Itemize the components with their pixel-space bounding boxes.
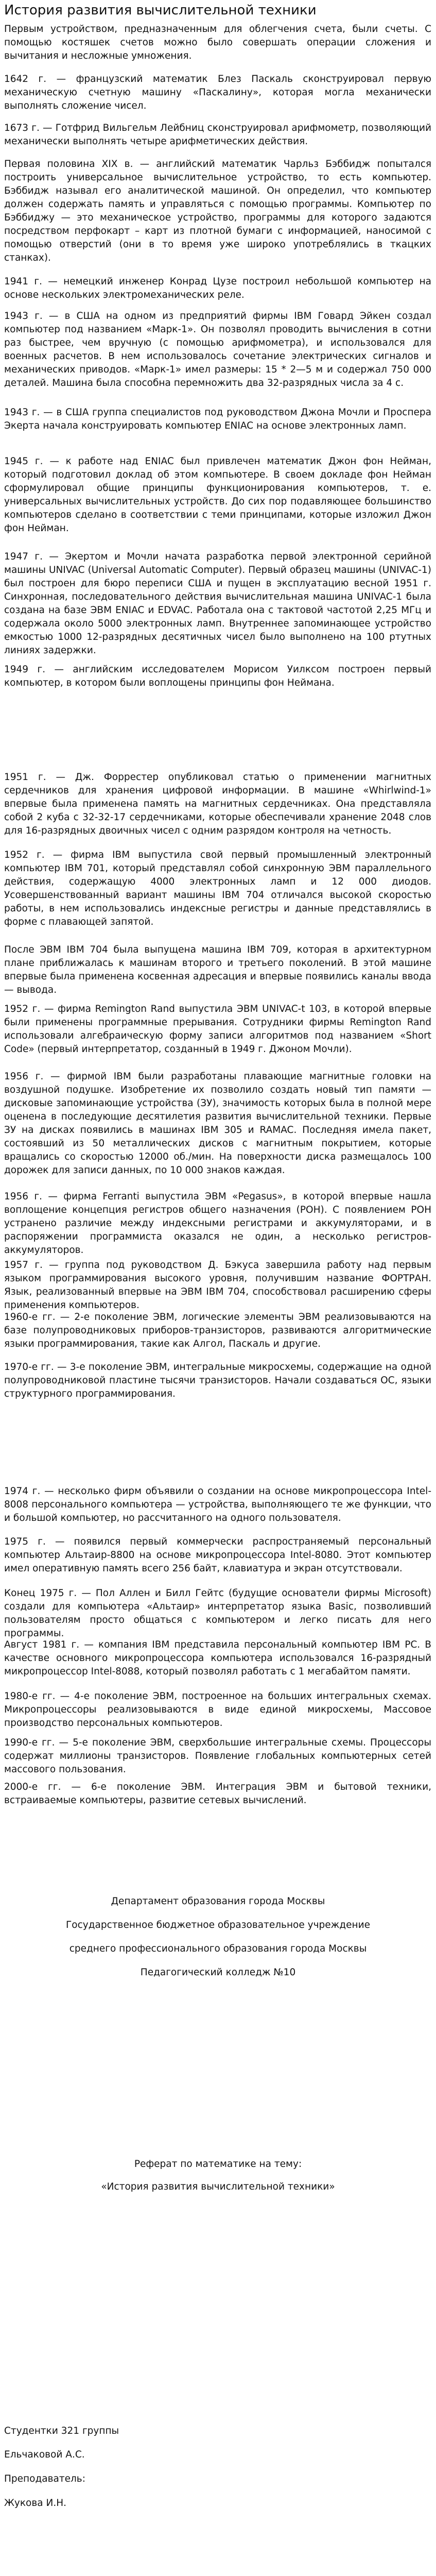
- paragraph-1960s: 1960-е гг. — 2-е поколение ЭВМ, логические элементы ЭВМ реализовываются на базе полупроводниковых приборов-транзисторов, развиваются алгоритмические языки программирования, такие как Алгол, Паскаль и другие.: [4, 1312, 431, 1349]
- paragraph-1943-mark1: 1943 г. — в США на одном из предприятий фирмы IBM Говард Эйкен создал компьютер под названием «Марк-1». Он позволял проводить вычисления в сотни раз быстрее, чем вручную (с помощью арифмометра), и использовался для военных расчетов. В нем использовалось сочетание электрических сигналов и механических приводов. «Марк-1» имел размеры: 15 * 2—5 м и содержал 750 000 деталей. Машина была способна перемножить два 32-разрядных числа за 4 с.: [4, 311, 431, 388]
- teacher-label: Преподаватель:: [4, 2473, 85, 2484]
- report-subject-line: Реферат по математике на тему:: [134, 2159, 302, 2170]
- paragraph-1941: 1941 г. — немецкий инженер Конрад Цузе построил небольшой компьютер на основе нескольких электромеханических реле.: [4, 276, 431, 300]
- paragraph-1949: 1949 г. — английским исследователем Морисом Уилксом построен первый компьютер, в котором были воплощены принципы фон Неймана.: [4, 664, 431, 688]
- paragraph-1957: 1957 г. — группа под руководством Д. Бэкуса завершила работу над первым языком программирования высокого уровня, получившим название ФОРТРАН. Язык, реализованный впервые на ЭВМ IBM 704, способствовал расширению сферы применения компьютеров.: [4, 1260, 431, 1311]
- author-name: Ельчаковой А.С.: [4, 2449, 85, 2460]
- title-page-org-line: Педагогический колледж №10: [140, 1967, 296, 1978]
- paragraph-1956-ferranti: 1956 г. — фирма Ferranti выпустила ЭВМ «Pegasus», в которой впервые нашла воплощение концепция регистров общего назначения (РОН). С появлением РОН устранено различие между индексными регистрами и аккумуляторами, и в распоряжении программиста оказался не один, а несколько регистров-аккумуляторов.: [4, 1191, 431, 1256]
- paragraph-abacus: Первым устройством, предназначенным для облегчения счета, были счеты. С помощью костяшек счетов можно было совершать операции сложения и вычитания и несложные умножения.: [4, 24, 431, 61]
- paragraph-1952-univac: 1952 г. — фирма Remington Rand выпустила ЭВМ UNIVAC-t 103, в которой впервые были применены программные прерывания. Сотрудники фирмы Remington Rand использовали алгебраическую форму записи алгоритмов под названием «Short Code» (первый интерпретатор, созданный в 1949 г. Джоном Мочли).: [4, 1004, 431, 1055]
- paragraph-2000s: 2000-е гг. — 6-е поколение ЭВМ. Интеграция ЭВМ и бытовой техники, встраиваемые компьютеры, развитие сетевых вычислений.: [4, 1782, 431, 1806]
- author-line: Студентки 321 группы: [4, 2426, 119, 2436]
- document-title: История развития вычислительной техники: [4, 3, 317, 18]
- paragraph-1951: 1951 г. — Дж. Форрестер опубликовал статью о применении магнитных сердечников для хранения цифровой информации. В машине «Whirlwind-1» впервые была применена память на магнитных сердечниках. Она представляла собой 2 куба с 32-32-17 сердечниками, которые обеспечивали хранение 2048 слов для 16-разрядных двоичных чисел с одним разрядом контроля на четность.: [4, 772, 431, 836]
- paragraph-babbage: Первая половина XIX в. — английский математик Чарльз Бэббидж попытался построить универсальное вычислительное устройство, то есть компьютер. Бэббидж называл его аналитической машиной. Он определил, что компьютер должен содержать память и управляться с помощью программы. Компьютер по Бэббиджу — это механическое устройство, программы для которого задаются посредством перфокарт – карт из плотной бумаги с информацией, наносимой с помощью отверстий (они в то время уже широко употреблялись в ткацких станках).: [4, 159, 431, 263]
- title-page-org-line: среднего профессионального образования города Москвы: [69, 1943, 367, 1954]
- paragraph-1947: 1947 г. — Экертом и Мочли начата разработка первой электронной серийной машины UNIVAC (Universal Automatic Computer). Первый образец машины (UNIVAC-1) был построен для бюро переписи США и пущен в эксплуатацию весной 1951 г. Синхронная, последовательного действия вычислительная машина UNIVAC-1 была создана на базе ЭВМ ENIAC и EDVAC. Работала она с тактовой частотой 2,25 МГц и содержала около 5000 электронных ламп. Внутреннее запоминающее устройство емкостью 1000 12-разрядных десятичных чисел было выполнено на 100 ртутных линиях задержки.: [4, 551, 431, 656]
- paragraph-1970s: 1970-е гг. — 3-е поколение ЭВМ, интегральные микросхемы, содержащие на одной полупроводниковой пластине тысячи транзисторов. Начали создаваться ОС, языки структурного программирования.: [4, 1362, 431, 1399]
- teacher-name: Жукова И.Н.: [4, 2498, 66, 2509]
- paragraph-1952-ibm701: 1952 г. — фирма IBM выпустила свой первый промышленный электронный компьютер IBM 701, который представлял собой синхронную ЭВМ параллельного действия, содержащую 4000 электронных ламп и 12 000 диодов. Усовершенствованный вариант машины IBM 704 отличался высокой скоростью работы, в нем использовались индексные регистры и данные представлялись в форме с плавающей запятой.: [4, 850, 431, 927]
- paragraph-1975: 1975 г. — появился первый коммерчески распространяемый персональный компьютер Альтаир-8800 на основе микропроцессора Intel-8080. Этот компьютер имел оперативную память всего 256 байт, клавиатура и экран отсутствовали.: [4, 1536, 431, 1574]
- paragraph-1974: 1974 г. — несколько фирм объявили о создании на основе микропроцессора Intel-8008 персонального компьютера — устройства, выполняющего те же функции, что и большой компьютер, но рассчитанного на одного пользователя.: [4, 1486, 431, 1523]
- paragraph-1990s: 1990-е гг. — 5-е поколение ЭВМ, сверхбольшие интегральные схемы. Процессоры содержат миллионы транзисторов. Появление глобальных компьютерных сетей массового пользования.: [4, 1737, 431, 1775]
- paragraph-1642: 1642 г. — французский математик Блез Паскаль сконструировал первую механическую счетную машину «Паскалину», которая могла механически выполнять сложение чисел.: [4, 74, 431, 111]
- title-page-org-line: Государственное бюджетное образовательное учреждение: [66, 1920, 370, 1930]
- paragraph-1673: 1673 г. — Готфрид Вильгельм Лейбниц сконструировал арифмометр, позволяющий механически выполнять четыре арифметических действия.: [4, 123, 431, 147]
- paragraph-1943-eniac: 1943 г. — в США группа специалистов под руководством Джона Мочли и Проспера Экерта начала конструировать компьютер ENIAC на основе электронных ламп.: [4, 407, 431, 431]
- paragraph-1945: 1945 г. — к работе над ENIAC был привлечен математик Джон фон Нейман, который подготовил доклад об этом компьютере. В своем докладе фон Нейман сформулировал общие принципы функционирования компьютеров, т. е. универсальных вычислительных устройств. До сих пор подавляющее большинство компьютеров сделано в соответствии с теми принципами, которые изложил Джон фон Нейман.: [4, 456, 431, 534]
- paragraph-ibm709: После ЭВМ IBM 704 была выпущена машина IBM 709, которая в архитектурном плане приближалась к машинам второго и третьего поколений. В этой машине впервые была применена косвенная адресация и впервые появились каналы ввода — вывода.: [4, 944, 431, 995]
- paragraph-1980s: 1980-е гг. — 4-е поколение ЭВМ, построенное на больших интегральных схемах. Микропроцессоры реализовываются в виде единой микросхемы, Массовое производство персональных компьютеров.: [4, 1691, 431, 1728]
- paragraph-end-1975: Конец 1975 г. — Пол Аллен и Билл Гейтс (будущие основатели фирмы Microsoft) создали для компьютера «Альтаир» интерпретатор языка Basic, позволивший пользователям просто общаться с компьютером и легко писать для него программы.: [4, 1588, 431, 1639]
- paragraph-1956-ibm: 1956 г. — фирмой IBM были разработаны плавающие магнитные головки на воздушной подушке. Изобретение их позволило создать новый тип памяти — дисковые запоминающие устройства (ЗУ), значимость которых была в полной мере оценена в последующие десятилетия развития вычислительной техники. Первые ЗУ на дисках появились в машинах IBM 305 и RAMAC. Последняя имела пакет, состоявший из 50 металлических дисков с магнитным покрытием, которые вращались со скоростью 12000 об./мин. На поверхности диска размещалось 100 дорожек для записи данных, по 10 000 знаков каждая.: [4, 1071, 431, 1176]
- report-topic-line: «История развития вычислительной техники»: [101, 2181, 335, 2192]
- title-page-org-line: Департамент образования города Москвы: [111, 1896, 325, 1907]
- paragraph-1981: Август 1981 г. — компания IBM представила персональный компьютер IBM PC. В качестве основного микропроцессора компьютера использовался 16-разрядный микропроцессор Intel-8088, который позволял работать с 1 мегабайтом памяти.: [4, 1639, 431, 1677]
